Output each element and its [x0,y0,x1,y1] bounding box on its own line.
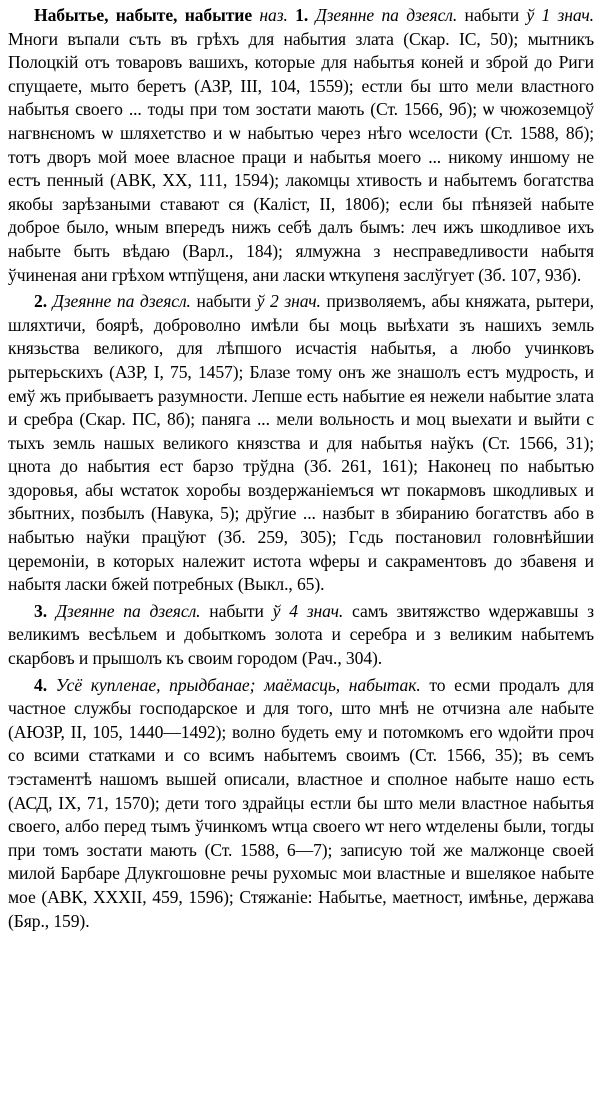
sense-ref-sense: ў 1 знач. [526,5,594,25]
part-of-speech: наз. [259,5,288,25]
entry-headword: Набытье, набыте, набытие [34,5,253,25]
sense-ref-verb: набыти [464,5,520,25]
sense-gloss: Дзеянне па дзеясл. [315,5,458,25]
sense-ref-sense: ў 2 знач. [256,291,321,312]
sense-number: 1. [295,5,309,25]
entry-sense-1 [8,4,594,287]
sense-number: 2. [34,291,47,312]
sense-ref-verb: набыти [196,291,252,312]
sense-citations: самъ звитяжство ѡдержавшы з великимъ весѣльем и добыткомъ золота и серебра и з великим набытемъ скарбовъ и прышолъ къ своим городом (Рач., 304). [8,600,595,669]
sense-citations: призволяемъ, абы княжата, рытери, шляхтичи, боярѣ, доброволно имѣли бы моць выѣхати зъ нашихъ земль князьства великого, для лѣпшого исчастія набытья, а любо учинковъ рытерьскихъ (АЗР, І, 75, 1457); Блазе тому онъ же знашолъ естъ мудрость, и емў жъ прибываетъ разумности. Лепше есть набытие ея нежели набытие злата и сребра (Скар. ПС, 8б); паняга ... мели вольность и моц выехати и выйти с тыхъ земль нашых великого князства и для набытья наўкъ (Ст. 1566, 31); цнота до набытия ест барзо трўдна (Зб. 261, 161); Наконец по набытью здоровья, абы ѡстаток хоробы воздержаніемъся ѡт покармовъ шкодливых и збытних, позбылъ (Навука, 5); дрўгие ... назбыт в збиранию богатствъ або в набытью наўки працўют (Зб. 259, 305); Гсдь постановил головнѣйшии церемоніи, в которых належит истота ѡферы и сакраментовъ до збавеня и набытя ласки бжей потребных (Выкл., 65). [8,291,594,595]
sense-number: 4. [34,674,47,695]
sense-gloss: Дзеянне па дзеясл. [55,600,201,621]
sense-number: 3. [34,600,47,621]
sense-gloss: Усё купленае, прыдбанае; маёмасць, набытак. [55,674,421,695]
sense-ref-sense: ў 4 знач. [272,600,344,621]
sense-citations: то есми продалъ для частное службы господарское и для того, што мнѣ не отчизна але набыте (АЮЗР, ІІ, 105, 1440—1492); волно будеть ему и потомкомъ его ѡдойти проч со всими статками и со всимъ набытемъ своимъ (Ст. 1566, 35); въ семъ тэстаментѣ нашомъ вышей описали, властное и сполное набыте нашо есть (АСД, IX, 71, 1570); дети того здрайцы естли бы што мели властное набытья своего, албо перед тымъ ўчинкомъ ѡтца своего ѡт него ѡтделены были, тогды при томъ зостати мають (Ст. 1588, 6—7); записую той же малжонце своей милой Барбаре Длукгошовне речы рухомыс мои властные и вшелякое набыте мое (АВК, XXXII, 459, 1596); Стяжаніе: Набытье, маетност, имѣнье, держава (Бяр., 159). [8,674,594,931]
sense-citations: Многи въпали съть въ грѣхъ для набытия злата (Скар. ІС, 50); мытникъ Полоцкій отъ товаровъ вашихъ, которые для набытья коней и зброй до Риги спущаете, мыто беретъ (АЗР, ІІІ, 104, 1559); естли бы што мели властного набытья своего ... тоды при том зостати мають (Ст. 1566, 9б); ѡ чюжоземцоў нагвнєномъ ѡ шляхетство и ѡ набытью через нѣго ѡселости (Ст. 1588, 8б); тотъ дворъ мой моее власное праци и набытья моего ... никому иншому не естъ пенный (АВК, XX, 111, 1594); лакомцы хтивость и набытемъ богатства якобы зарѣзаными ставают ся (Каліст, ІІ, 180б); если бы пѣнязей набыте доброе было, ѡным впередъ нижъ себѣ далъ бымъ: леч ижъ шкодливое ихъ набыте быть вѣдаю (Варл., 184); ялмужна з несправедливости набытя ўчиненая ани грѣхом ѡтпўщеня, ани ласки ѡткупеня заслўгует (Зб. 107, 93б). [8,28,594,285]
entry-sense-2 [8,290,594,597]
entry-sense-3 [8,600,594,671]
entry-sense-4 [8,674,594,934]
sense-ref-verb: набыти [209,600,264,621]
sense-gloss: Дзеянне па дзеясл. [52,291,191,312]
